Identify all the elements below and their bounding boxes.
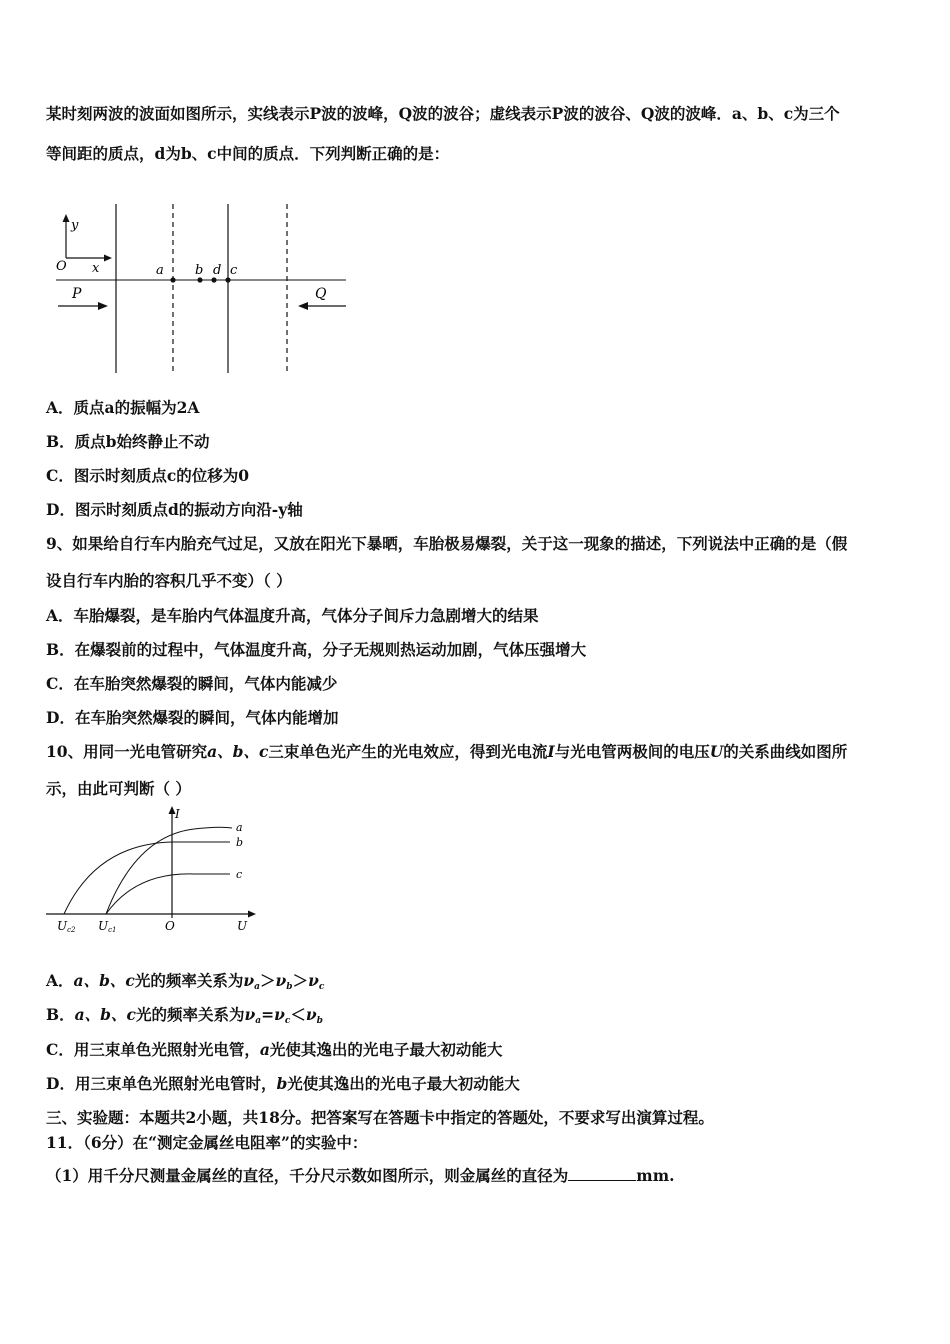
q10-option-d-part1: D．用三束单色光照射光电管时， <box>46 1074 277 1093</box>
particle-d <box>211 277 216 282</box>
curve-c <box>106 874 230 914</box>
q11-part1-text: （1）用千分尺测量金属丝的直径，千分尺示数如图所示，则金属丝的直径为 <box>46 1166 569 1185</box>
curve-b <box>64 842 230 914</box>
particle-c <box>225 277 230 282</box>
u-axis-arrowhead <box>248 911 256 918</box>
q10-stem-U: U <box>709 742 724 761</box>
q10-option-a-prefix: A． <box>46 971 74 990</box>
photoelectric-iu-graph <box>44 800 264 940</box>
q10-option-b-text: 光的频率关系为 <box>135 1005 245 1024</box>
q10-stem-line1 <box>46 740 847 762</box>
particle-b <box>197 277 202 282</box>
curve-b-label: b <box>236 836 244 849</box>
q10-option-b-prefix: B． <box>46 1005 75 1024</box>
particle-a <box>170 277 175 282</box>
label-c: c <box>230 263 238 278</box>
y-axis-label: y <box>71 218 79 233</box>
nu-subscript: c <box>284 1016 291 1026</box>
q9-stem-line1: 9、如果给自行车内胎充气过足，又放在阳光下暴晒，车胎极易爆裂，关于这一现象的描述，下列说法中正确的是（假 <box>46 534 848 553</box>
nu-symbol: ν <box>305 1005 317 1024</box>
q10-stem-line2: 示，由此可判断（ ） <box>46 779 191 798</box>
wave-interference-figure <box>50 198 360 378</box>
uc2-label: Uc2 <box>57 919 76 934</box>
wave-q-arrowhead <box>298 302 308 310</box>
q11-part1-unit: mm. <box>636 1166 675 1185</box>
q10-option-c-a: a <box>259 1040 270 1059</box>
greater-than: ＞ <box>292 971 309 990</box>
q10-stem-part2: 三束单色光产生的光电效应，得到光电流 <box>268 742 548 761</box>
y-axis-arrowhead <box>63 214 70 222</box>
q11-stem: 11．（6分）在“测定金属丝电阻率”的实验中： <box>46 1133 368 1152</box>
q10-stem-part3: 与光电管两极间的电压 <box>554 742 710 761</box>
wave-q-label: Q <box>315 286 327 302</box>
q10-option-a-text: 光的频率关系为 <box>134 971 244 990</box>
q8-option-c: C．图示时刻质点c的位移为0 <box>46 466 250 485</box>
x-axis-label: x <box>92 261 100 276</box>
q9-option-a: A．车胎爆裂，是车胎内气体温度升高，气体分子间斥力急剧增大的结果 <box>46 606 539 625</box>
q10-option-a <box>46 969 324 992</box>
nu-symbol: ν <box>243 971 255 990</box>
u-axis-label: U <box>237 919 248 933</box>
q9-option-b: B．在爆裂前的过程中，气体温度升高，分子无规则热运动加剧，气体压强增大 <box>46 640 587 659</box>
nu-subscript: b <box>316 1016 323 1026</box>
section3-heading: 三、实验题：本题共2小题，共18分。把答案写在答题卡中指定的答题处，不要求写出演算过程。 <box>46 1108 714 1127</box>
q10-stem-abc: a、b、c <box>207 742 269 761</box>
nu-subscript: a <box>255 1016 262 1026</box>
origin-label: O <box>56 259 67 274</box>
i-axis-label: I <box>175 807 180 821</box>
wave-p-label: P <box>72 286 82 302</box>
uc1-label: Uc1 <box>98 919 117 934</box>
less-than: ＜ <box>290 1005 306 1024</box>
answer-blank[interactable] <box>568 1168 636 1181</box>
q10-option-b-abc: a、b、c <box>74 1005 136 1024</box>
nu-symbol: ν <box>274 1005 285 1024</box>
q8-option-b: B．质点b始终静止不动 <box>46 432 210 451</box>
q11-part1 <box>46 1164 675 1186</box>
q8-stem-line2: 等间距的质点，d为b、c中间的质点．下列判断正确的是： <box>46 144 450 163</box>
q8-option-a: A．质点a的振幅为2A <box>46 398 200 417</box>
q9-option-c: C．在车胎突然爆裂的瞬间，气体内能减少 <box>46 674 338 693</box>
nu-symbol: ν <box>275 971 287 990</box>
q10-option-a-abc: a、b、c <box>73 971 135 990</box>
curve-c-label: c <box>236 868 243 881</box>
q9-stem-line2: 设自行车内胎的容积几乎不变）（ ） <box>46 571 292 590</box>
q10-stem-I: I <box>547 742 555 761</box>
q8-option-d: D．图示时刻质点d的振动方向沿-y轴 <box>46 500 303 519</box>
q9-option-d: D．在车胎突然爆裂的瞬间，气体内能增加 <box>46 708 339 727</box>
q10-option-b <box>46 1003 323 1026</box>
nu-subscript: a <box>254 982 260 992</box>
equals-sign: = <box>261 1005 275 1024</box>
q8-stem-line1: 某时刻两波的波面如图所示，实线表示P波的波峰，Q波的波谷；虚线表示P波的波谷、Q波的波峰．a、b、c为三个 <box>46 104 840 123</box>
label-a: a <box>156 263 164 278</box>
x-axis-arrowhead <box>104 255 112 262</box>
q10-option-c-part2: 光使其逸出的光电子最大初动能大 <box>269 1040 503 1059</box>
q10-option-d-part2: 光使其逸出的光电子最大初动能大 <box>287 1074 520 1093</box>
nu-subscript: b <box>286 982 293 992</box>
curve-a-label: a <box>236 821 243 834</box>
nu-subscript: c <box>318 982 325 992</box>
curve-a <box>106 827 232 914</box>
q10-stem-part1: 10、用同一光电管研究 <box>46 742 208 761</box>
nu-symbol: ν <box>308 971 319 990</box>
q10-option-d-b: b <box>276 1074 288 1093</box>
greater-than: ＞ <box>259 971 276 990</box>
q10-stem-part4: 的关系曲线如图所 <box>723 742 848 761</box>
q10-option-d <box>46 1072 520 1094</box>
q10-option-c <box>46 1038 502 1060</box>
q10-option-c-part1: C．用三束单色光照射光电管， <box>46 1040 260 1059</box>
wave-p-arrowhead <box>98 302 108 310</box>
label-d: d <box>213 263 222 278</box>
origin-label-o: O <box>165 919 175 933</box>
label-b: b <box>195 263 204 278</box>
nu-symbol: ν <box>244 1005 256 1024</box>
